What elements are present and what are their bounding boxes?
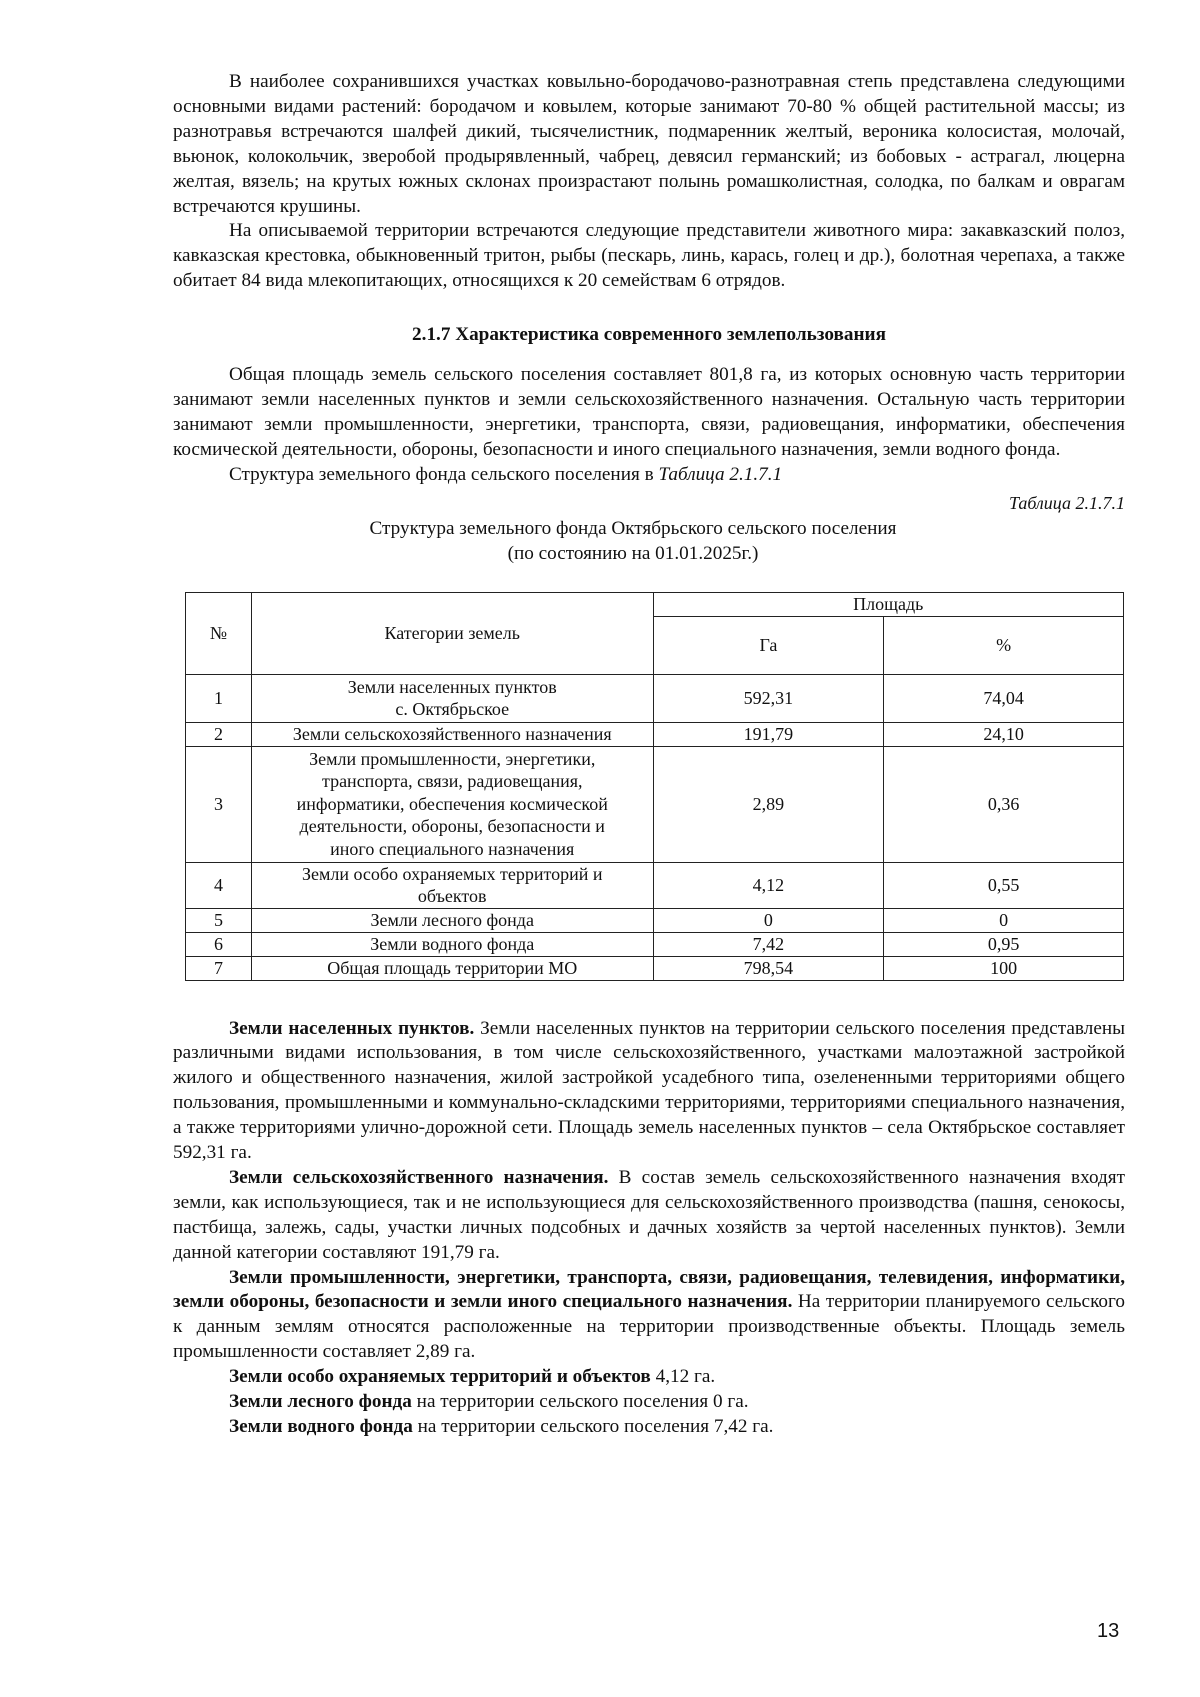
text-forest-lands: на территории сельского поселения 0 га. [411, 1391, 749, 1413]
text-settlement-lands: Земли населенных пунктов на территории сельского поселения представлены различными видами использования, в том числе сельскохозяйственного, участками малоэтажной застройкой жилого и общественного назначения, жилой застройкой усадебного типа, озелененными территориями общего пользования, промышленными и коммунально-складскими территориями, территориями специального назначения, а также территориями улично-дорожной сети. Площадь земель населенных пунктов – села Октябрьское составляет 592,31 га. [173, 1017, 1125, 1164]
paragraph-fauna: На описываемой территории встречаются следующие представители животного мира: закавказский полоз, кавказская крестовка, обыкновенный тритон, рыбы (пескарь, линь, карась, голец и др.), болотная черепаха, а также обитает 84 вида млекопитающих, относящихся к 20 семействам 6 отрядов. [173, 220, 1125, 292]
header-number: № [186, 592, 252, 674]
cell-category: Земли особо охраняемых территорий и объектов [251, 862, 653, 908]
paragraph-forest-lands [173, 1390, 1125, 1415]
cell-hectares: 2,89 [653, 746, 884, 862]
table-label: Таблица 2.1.7.1 [1008, 492, 1125, 513]
cell-category: Земли сельскохозяйственного назначения [251, 722, 653, 746]
term-agricultural-lands: Земли сельскохозяйственного назначения. [229, 1166, 609, 1188]
document-page [173, 70, 1125, 1440]
term-settlement-lands: Земли населенных пунктов. [229, 1017, 475, 1039]
term-forest-lands: Земли лесного фонда [229, 1391, 412, 1413]
header-percent: % [884, 616, 1124, 674]
term-water-lands: Земли водного фонда [229, 1416, 413, 1437]
table-row [186, 674, 1124, 722]
table-body [186, 674, 1124, 980]
land-categories-section [173, 1017, 1125, 1440]
section-heading: 2.1.7 Характеристика современного землепользования [412, 324, 886, 346]
paragraph-settlement-lands [173, 1017, 1125, 1166]
cell-number: 1 [186, 674, 252, 722]
cell-number: 7 [186, 956, 252, 980]
cell-percent: 24,10 [884, 722, 1124, 746]
paragraph-water-lands [173, 1415, 1125, 1440]
paragraph-protected-lands [173, 1365, 1125, 1390]
table-row [186, 862, 1124, 908]
text-protected-lands: 4,12 га. [650, 1366, 716, 1388]
cell-hectares: 7,42 [653, 932, 884, 956]
table-row [186, 932, 1124, 956]
page-number: 13 [1097, 1620, 1120, 1642]
header-category: Категории земель [251, 592, 653, 674]
cell-category: Земли водного фонда [251, 932, 653, 956]
table-reference [173, 463, 1125, 488]
paragraph-flora: В наиболее сохранившихся участках ковыльно-бородачово-разнотравная степь представлена следующими основными видами растений: бородачом и ковылем, которые занимают 70-80 % общей растительной массы; из разнотравья встречаются шалфей дикий, тысячелистник, подмаренник желтый, вероника колосистая, молочай, вьюнок, колокольчик, зверобой продырявленный, чабрец, девясил германский; из бобовых - астрагал, люцерна желтая, вязель; на крутых южных склонах произрастают полынь ромашколистная, солодка, по балкам и оврагам встречаются крушины. [173, 71, 1125, 217]
table-caption-line2: (по состоянию на 01.01.2025г.) [507, 542, 759, 564]
text-water-lands: на территории сельского поселения 7,42 га. [412, 1416, 774, 1437]
cell-category: Общая площадь территории МО [251, 956, 653, 980]
land-fund-table [185, 592, 1124, 981]
cell-hectares: 798,54 [653, 956, 884, 980]
cell-percent: 0 [884, 908, 1124, 932]
table-row [186, 956, 1124, 980]
term-industrial-lands: Земли промышленности, энергетики, транспорта, связи, радиовещания, телевидения, информатики, земли обороны, безопасности и земли иного специального назначения. [173, 1266, 1125, 1313]
cell-hectares: 4,12 [653, 862, 884, 908]
paragraph-agricultural-lands [173, 1166, 1125, 1266]
cell-number: 2 [186, 722, 252, 746]
cell-percent: 0,36 [884, 746, 1124, 862]
table-reference-link: Таблица 2.1.7.1 [658, 463, 783, 485]
cell-number: 5 [186, 908, 252, 932]
header-hectares: Га [653, 616, 884, 674]
paragraph-land-use: Общая площадь земель сельского поселения составляет 801,8 га, из которых основную часть территории занимают земли населенных пунктов и земли сельскохозяйственного назначения. Остальную часть территории занимают земли промышленности, энергетики, транспорта, связи, радиовещания, информатики, обеспечения космической деятельности, обороны, безопасности и иного специального назначения, земли водного фонда. [173, 364, 1125, 460]
cell-number: 3 [186, 746, 252, 862]
cell-percent: 100 [884, 956, 1124, 980]
cell-hectares: 592,31 [653, 674, 884, 722]
cell-category: Земли населенных пунктов с. Октябрьское [251, 674, 653, 722]
cell-percent: 0,55 [884, 862, 1124, 908]
table-reference-text: Структура земельного фонда сельского поселения в [229, 463, 659, 485]
table-row [186, 908, 1124, 932]
cell-category: Земли промышленности, энергетики, транспорта, связи, радиовещания, информатики, обеспечения космической деятельности, обороны, безопасности и иного специального назначения [251, 746, 653, 862]
cell-hectares: 191,79 [653, 722, 884, 746]
table-row [186, 746, 1124, 862]
cell-percent: 74,04 [884, 674, 1124, 722]
cell-number: 6 [186, 932, 252, 956]
table-row [186, 722, 1124, 746]
text-industrial-lands: На территории планируемого сельского к данным землям относятся расположенные на территории производственные объекты. Площадь земель промышленности составляет 2,89 га. [173, 1291, 1126, 1363]
paragraph-industrial-lands [173, 1266, 1125, 1366]
term-protected-lands: Земли особо охраняемых территорий и объектов [229, 1366, 651, 1388]
table-caption-line1: Структура земельного фонда Октябрьского сельского поселения [369, 517, 897, 539]
header-area: Площадь [653, 592, 1123, 616]
cell-percent: 0,95 [884, 932, 1124, 956]
cell-category: Земли лесного фонда [251, 908, 653, 932]
text-agricultural-lands: В состав земель сельскохозяйственного назначения входят земли, как использующиеся, так и не использующиеся для сельскохозяйственного производства (пашня, сенокосы, пастбища, залежь, сады, участки личных подсобных и дачных хозяйств за чертой населенных пунктов). Земли данной категории составляют 191,79 га. [173, 1166, 1125, 1263]
cell-number: 4 [186, 862, 252, 908]
cell-hectares: 0 [653, 908, 884, 932]
